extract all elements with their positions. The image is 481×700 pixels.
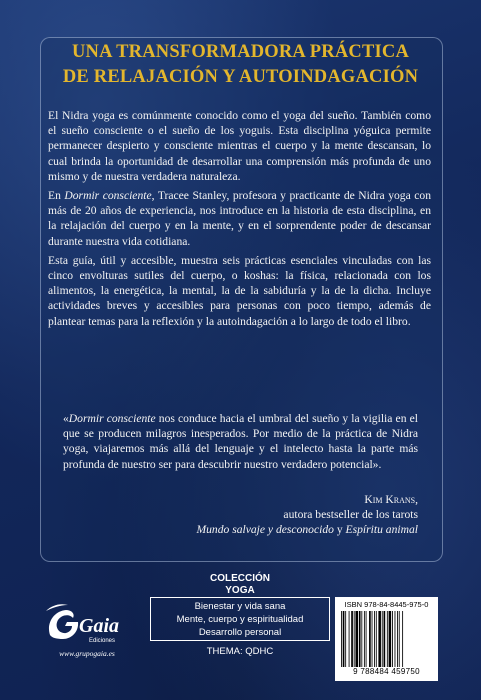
barcode-bars-icon [341, 611, 432, 667]
isbn-label: ISBN 978-84-8445-975-0 [344, 600, 429, 609]
barcode-bar [374, 611, 375, 667]
headline-line-2: DE RELAJACIÓN Y AUTOINDAGACIÓN [62, 67, 419, 87]
testimonial-quote [63, 411, 418, 472]
barcode-bar [349, 611, 350, 667]
logo-wordmark: Gaia [79, 615, 119, 637]
quote-body: nos conduce hacia el umbral del sueño y la vigilia en el que se producen milagros inesperados. Por medio de la práctica de Nidra yoga, viajaremos más allá del lenguaje y el intelecto hasta la parte más profunda de nuestro ser para descubrir nuestro verdadero potencial». [63, 412, 418, 471]
publisher-logo [42, 601, 132, 646]
paragraph-2-prefix: En [48, 189, 65, 203]
category-item: Desarrollo personal [198, 627, 282, 638]
barcode-bar [397, 611, 398, 667]
book-title: Dormir consciente [64, 189, 152, 203]
thema-code: THEMA: QDHC [206, 646, 274, 657]
barcode-bar [341, 611, 342, 667]
gaia-logo-icon [42, 601, 132, 646]
barcode-bar [378, 611, 381, 667]
barcode-bar [361, 611, 362, 667]
collection-name: YOGA [225, 585, 255, 596]
paragraph-2 [48, 188, 431, 249]
barcode [335, 597, 438, 681]
barcode-bar [343, 611, 345, 667]
barcode-bar [364, 611, 365, 667]
barcode-bar [402, 611, 403, 667]
barcode-bar [389, 611, 392, 667]
barcode-bar [399, 611, 400, 667]
quote-attribution [150, 492, 418, 538]
barcode-bar [382, 611, 383, 667]
barcode-bar [392, 611, 393, 667]
barcode-bar [369, 611, 371, 667]
barcode-bar [395, 611, 396, 667]
works-conjunction: y [333, 523, 346, 537]
quote-book-title: Dormir consciente [68, 412, 156, 425]
work-title-1: Mundo salvaje y desconocido [196, 523, 334, 537]
author-name: Kim Krans, [364, 493, 418, 506]
barcode-bar [387, 611, 388, 667]
author-role: autora bestseller de los tarots [283, 508, 418, 522]
collection-categories [150, 597, 330, 641]
quote-text [63, 411, 418, 472]
quote-open-mark: « [63, 412, 69, 425]
work-title-2: Espíritu animal [345, 523, 418, 537]
barcode-digits: 9 788484 459750 [353, 667, 420, 676]
author-works [150, 522, 418, 537]
barcode-bar [366, 611, 367, 667]
barcode-bar [345, 611, 346, 667]
description [48, 108, 431, 333]
publisher-website: www.grupogaia.es [59, 649, 115, 658]
headline-line-1: UNA TRANSFORMADORA PRÁCTICA [71, 42, 410, 62]
barcode-bar [355, 611, 358, 667]
barcode-bar [372, 611, 373, 667]
headline [40, 40, 441, 90]
barcode-bar [359, 611, 361, 667]
category-item: Bienestar y vida sana [194, 601, 286, 612]
barcode-bar [384, 611, 386, 667]
paragraph-3: Esta guía, útil y accesible, muestra seis prácticas esenciales vinculadas con las cinco envolturas sutiles del cuerpo, o koshas: la física, relacionada con los alimentos, la energética, la mental, la de la sabiduría y la de la dicha. Incluye actividades breves y accesibles para personas con poco tiempo, además de plantear temas para la reflexión y la autoindagación a lo largo de todo el libro. [48, 253, 431, 328]
barcode-bar [354, 611, 355, 667]
barcode-bar [351, 611, 353, 667]
barcode-bar [376, 611, 377, 667]
paragraph-2-text: , Tracee Stanley, profesora y practicante de Nidra yoga con más de 20 años de experiencia, nos introduce en la historia de esta disciplina, en la relajación del cuerpo y en la mente, y en el sorprendente poder de descansar durante nuestra vida cotidiana. [48, 189, 431, 248]
paragraph-1: El Nidra yoga es comúnmente conocido como el yoga del sueño. También como el sueño consciente o el sueño de los yoguis. Esta disciplina yóguica permite permanecer despierto y consciente mientras el cuerpo y la mente descansan, lo cual brinda la oportunidad de desarrollar una comprensión más profunda de uno mismo y de nuestra verdadera naturaleza. [48, 109, 431, 183]
category-item: Mente, cuerpo y espiritualidad [176, 614, 304, 625]
collection-label: COLECCIÓN [210, 573, 270, 584]
logo-subtext: Ediciones [89, 638, 116, 644]
collection-header [150, 573, 330, 597]
